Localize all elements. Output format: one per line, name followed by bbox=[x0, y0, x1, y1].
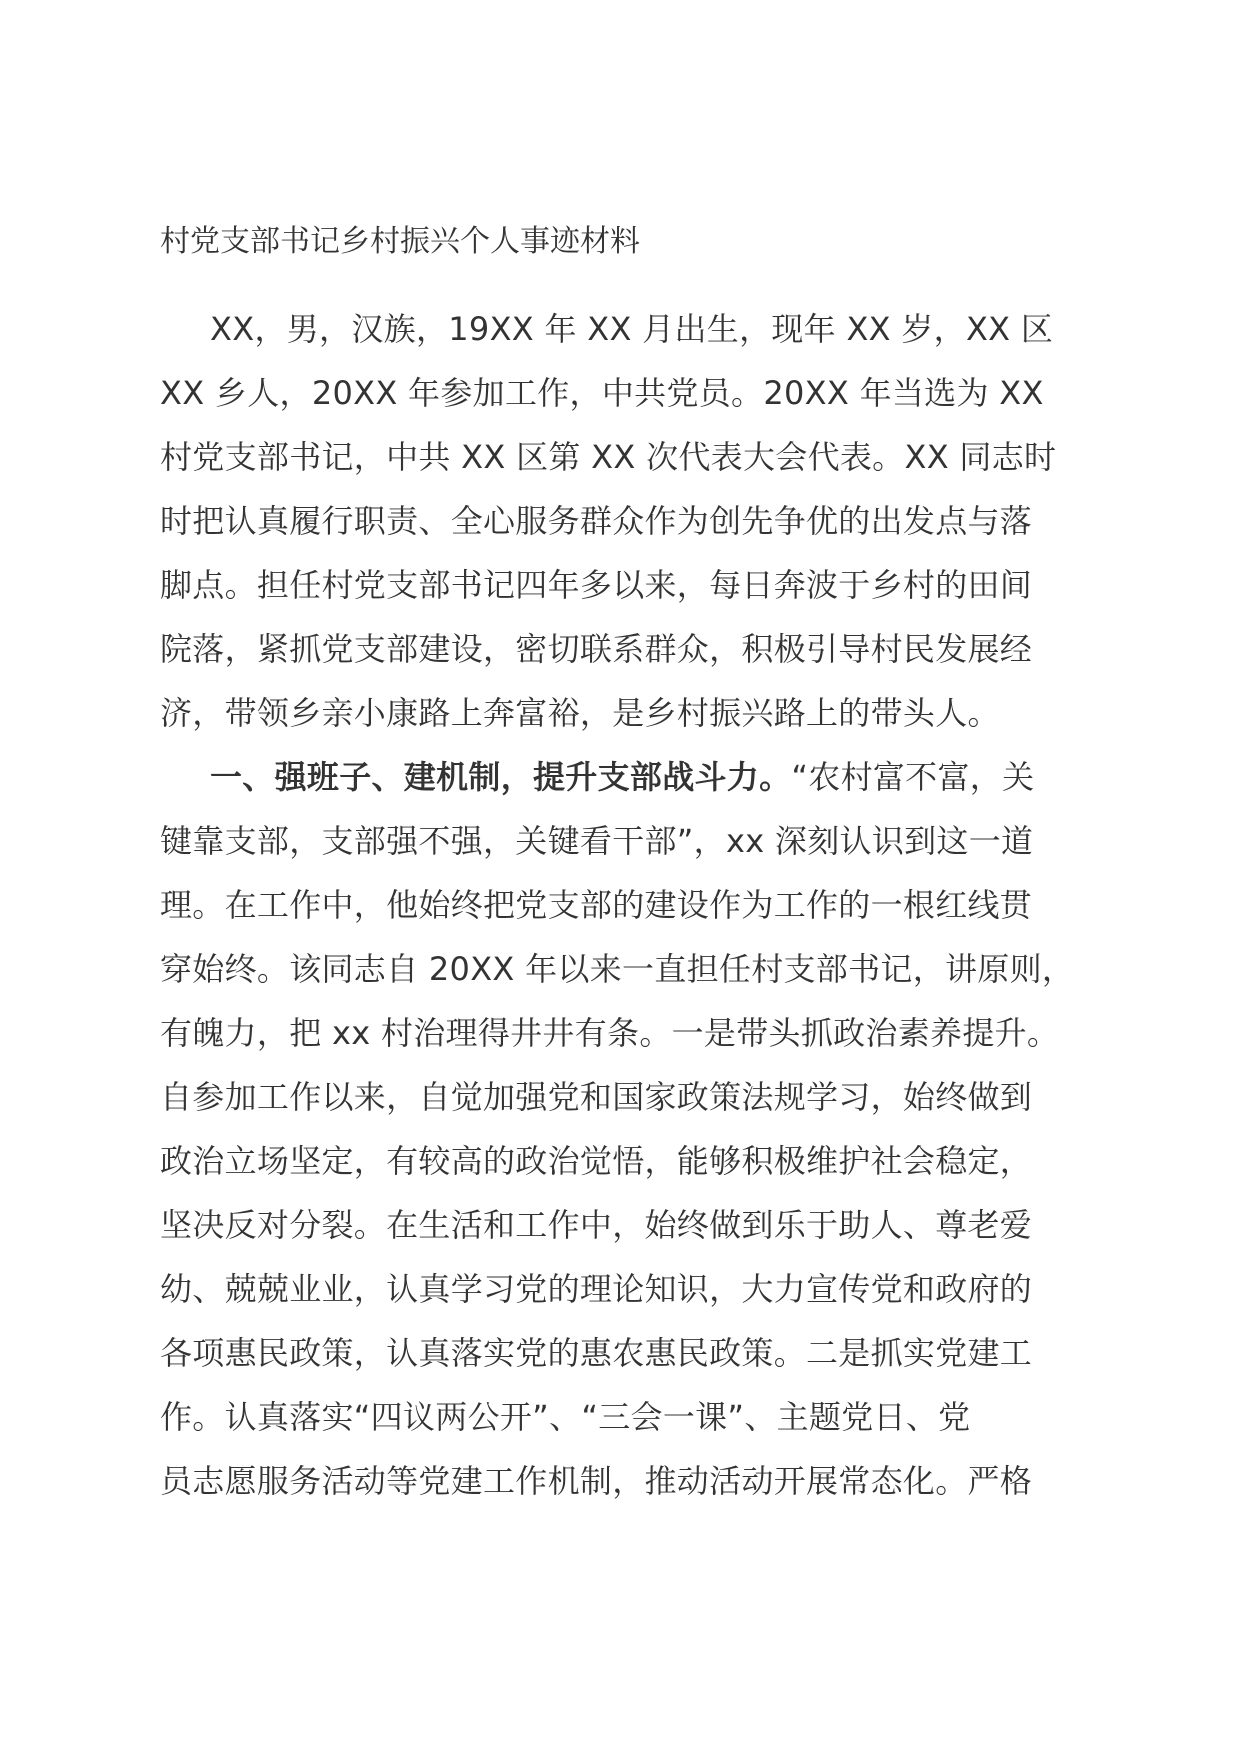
paragraph-line: 村党支部书记，中共 XX 区第 XX 次代表大会代表。XX 同志时 bbox=[160, 438, 1057, 476]
section-first-line bbox=[210, 754, 1034, 800]
paragraph-line: 键靠支部，支部强不强，关键看干部”，xx 深刻认识到这一道 bbox=[160, 822, 1034, 860]
paragraph-line: 时把认真履行职责、全心服务群众作为创先争优的出发点与落 bbox=[160, 502, 1033, 540]
paragraph-line: 脚点。担任村党支部书记四年多以来，每日奔波于乡村的田间 bbox=[160, 566, 1033, 604]
paragraph-line: 自参加工作以来，自觉加强党和国家政策法规学习，始终做到 bbox=[160, 1078, 1033, 1116]
paragraph-line: XX 乡人，20XX 年参加工作，中共党员。20XX 年当选为 XX bbox=[160, 374, 1044, 412]
paragraph-line: 理。在工作中，他始终把党支部的建设作为工作的一根红线贯 bbox=[160, 886, 1033, 924]
paragraph-line: 幼、兢兢业业，认真学习党的理论知识，大力宣传党和政府的 bbox=[160, 1270, 1033, 1308]
section-heading: 一、强班子、建机制，提升支部战斗力。 bbox=[210, 758, 792, 796]
paragraph-line: 员志愿服务活动等党建工作机制，推动活动开展常态化。严格 bbox=[160, 1462, 1033, 1500]
document-title: 村党支部书记乡村振兴个人事迹材料 bbox=[160, 224, 640, 259]
paragraph-line: 坚决反对分裂。在生活和工作中，始终做到乐于助人、尊老爱 bbox=[160, 1206, 1033, 1244]
paragraph-line: 有魄力，把 xx 村治理得井井有条。一是带头抓政治素养提升。 bbox=[160, 1014, 1060, 1052]
paragraph-line: 穿始终。该同志自 20XX 年以来一直担任村支部书记，讲原则， bbox=[160, 950, 1075, 988]
section-first-line-text: “农村富不富，关 bbox=[791, 758, 1035, 796]
paragraph-line: 政治立场坚定，有较高的政治觉悟，能够积极维护社会稳定， bbox=[160, 1142, 1033, 1180]
paragraph-line: 院落，紧抓党支部建设，密切联系群众，积极引导村民发展经 bbox=[160, 630, 1033, 668]
paragraph-line: XX，男，汉族，19XX 年 XX 月出生，现年 XX 岁，XX 区 bbox=[210, 310, 1054, 348]
paragraph-line: 各项惠民政策，认真落实党的惠农惠民政策。二是抓实党建工 bbox=[160, 1334, 1033, 1372]
paragraph-line: 作。认真落实“四议两公开”、“三会一课”、主题党日、党 bbox=[160, 1398, 971, 1436]
paragraph-line: 济，带领乡亲小康路上奔富裕，是乡村振兴路上的带头人。 bbox=[160, 694, 1000, 732]
